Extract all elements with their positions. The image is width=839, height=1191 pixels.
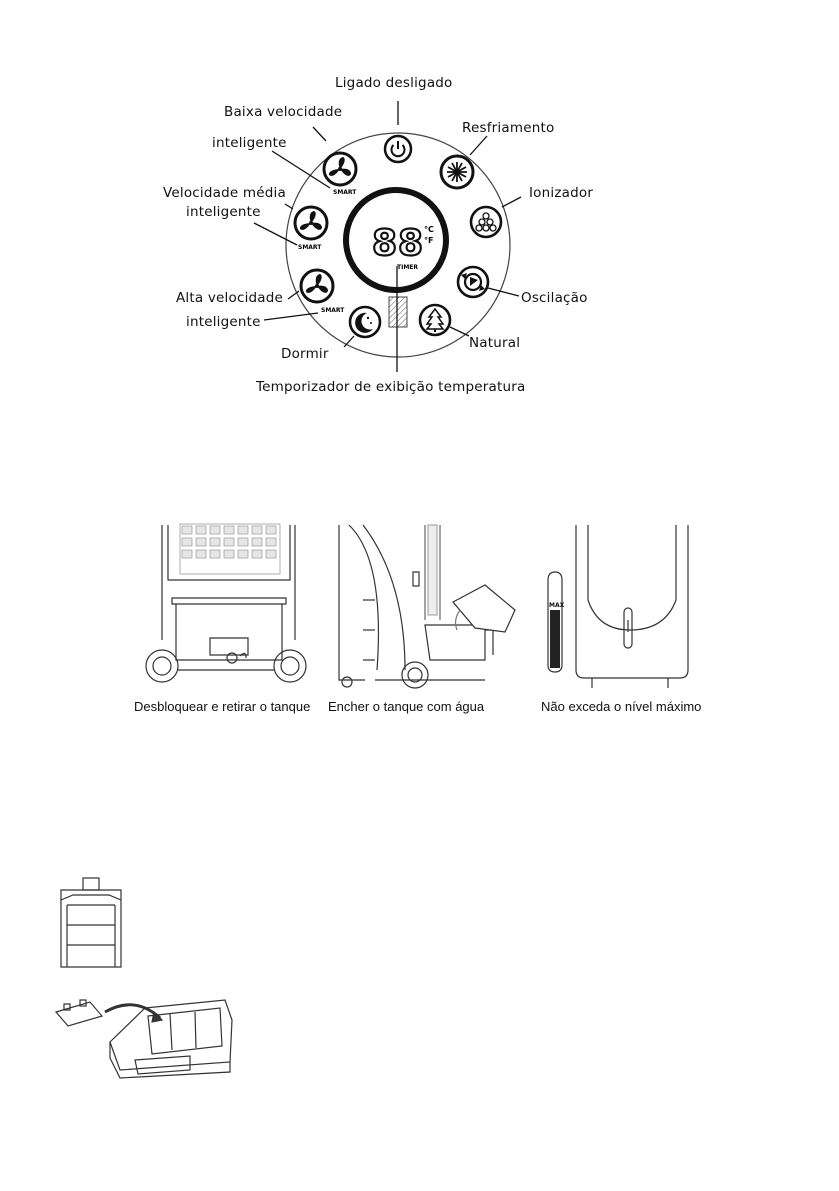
smart-tag-low: SMART <box>333 189 357 196</box>
label-high-speed-1: Alta velocidade <box>176 290 284 306</box>
ice-pack-illustration <box>55 875 127 973</box>
fan-icon-low <box>324 153 356 185</box>
moon-icon <box>350 307 380 337</box>
smart-tag-medium: SMART <box>298 244 322 251</box>
label-power: Ligado desligado <box>335 75 453 91</box>
label-medium-speed-2: inteligente <box>186 204 261 220</box>
step1-unlock-tank-illustration <box>140 520 315 695</box>
insert-ice-pack-illustration <box>50 990 235 1085</box>
unit-celsius: °C <box>424 225 434 234</box>
label-display: Temporizador de exibição temperatura <box>256 379 526 395</box>
ionizer-icon <box>471 207 501 237</box>
label-ionizer: Ionizador <box>529 185 594 201</box>
label-medium-speed-1: Velocidade média <box>163 185 286 201</box>
display-digits: 88 <box>372 223 425 264</box>
power-icon <box>385 136 411 162</box>
caption-step1: Desbloquear e retirar o tanque <box>134 699 311 714</box>
fan-icon-high <box>301 270 333 302</box>
step2-fill-tank-illustration <box>335 520 520 695</box>
unit-fahrenheit: °F <box>424 236 434 245</box>
label-low-speed-1: Baixa velocidade <box>224 104 343 120</box>
caption-step3: Não exceda o nível máximo <box>541 699 702 714</box>
indicator-window <box>389 297 407 327</box>
caption-step2: Encher o tanque com água <box>328 699 485 714</box>
label-natural: Natural <box>469 335 521 351</box>
step3-max-level-illustration <box>540 520 695 695</box>
snowflake-icon <box>441 156 473 188</box>
label-high-speed-2: inteligente <box>186 314 261 330</box>
label-low-speed-2: inteligente <box>212 135 287 151</box>
smart-tag-high: SMART <box>321 307 345 314</box>
label-sleep: Dormir <box>281 346 329 362</box>
fan-icon-medium <box>295 207 327 239</box>
max-mark: MAX <box>549 602 565 609</box>
label-oscillation: Oscilação <box>521 290 588 306</box>
control-panel-diagram <box>0 0 839 420</box>
timer-tag: TIMER <box>397 264 419 271</box>
label-cooling: Resfriamento <box>462 120 555 136</box>
oscillation-icon <box>458 267 488 297</box>
tree-icon <box>420 305 450 335</box>
